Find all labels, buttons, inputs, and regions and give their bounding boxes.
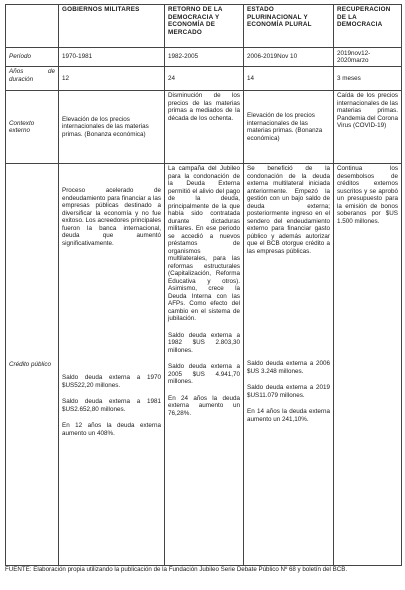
- contexto-externo-row: [6, 91, 402, 164]
- credito-retorno-aumento: En 24 años la deuda externa aumento un 76,28%.: [168, 394, 240, 417]
- credito-recuperacion-democracia: [334, 164, 402, 566]
- anos-gobiernos-militares: 12: [59, 67, 165, 91]
- credito-retorno-descripcion: La campaña del Jubileo para la condonación de la Deuda Externa permitió el alivio del pago de la deuda, principalmente de la que había sido contratada durante dictaduras militares. En ese periodo se accedió a nuevos préstamos de organismos multilaterales, para las reformas estructurales (Capitalización, Reforma Educativa y otros). Asimismo, crece la Deuda Interna con las AFPs. Como efecto del cambio en el sistema de jubilación.: [168, 165, 240, 322]
- anos-recuperacion-democracia: 3 meses: [334, 67, 402, 91]
- credito-plurinacional-aumento: En 14 años la deuda externa aumento un 241,10%.: [247, 408, 330, 423]
- header-empty: [6, 5, 59, 48]
- anos-retorno-democracia: 24: [165, 67, 244, 91]
- contexto-retorno-democracia: Disminución de los precios de las materias primas a mediados de la década de los ochenta.: [165, 91, 244, 164]
- credito-gobiernos-militares: [59, 164, 165, 566]
- anos-duracion-label: Años de duración: [6, 67, 59, 91]
- header-row: [6, 5, 402, 48]
- credito-retorno-saldo-1982: Saldo deuda externa a 1982 $US 2.803,30 millones.: [168, 331, 240, 354]
- periodo-estado-plurinacional: 2006-2019Nov 10: [244, 48, 334, 67]
- credito-publico-label: Crédito público: [6, 164, 59, 566]
- periodo-label: Período: [6, 48, 59, 67]
- contexto-estado-plurinacional: Elevación de los precios internacionales de las materias primas. (Bonanza económica): [244, 91, 334, 164]
- comparison-table: [5, 4, 402, 566]
- credito-plurinacional-saldo-2019: Saldo deuda externa a 2019 $US11.079 millones.: [247, 384, 330, 399]
- credito-plurinacional-descripcion: Se benefició de la condonación de la deuda externa multilateral iniciada anteriormente. Empezó la gestión con un bajo saldo de deuda externa; posteriormente ingreso en el sendero del endeudamiento externo para financiar gasto público y además autorizar que el BCB otorgue crédito a las empresas públicas.: [247, 165, 330, 255]
- periodo-gobiernos-militares: 1970-1981: [59, 48, 165, 67]
- anos-duracion-row: [6, 67, 402, 91]
- credito-militares-saldo-1981: Saldo deuda externa a 1981 $US2.652,80 millones.: [62, 398, 161, 413]
- credito-estado-plurinacional: [244, 164, 334, 566]
- contexto-recuperacion-democracia: Caída de los precios internacionales de las materias primas. Pandemia del Corona Virus (COVID-19): [334, 91, 402, 164]
- credito-publico-row: [6, 164, 402, 566]
- periodo-retorno-democracia: 1982-2005: [165, 48, 244, 67]
- contexto-gobiernos-militares: Elevación de los precios internacionales de las materias primas. (Bonanza económica): [59, 91, 165, 164]
- credito-militares-aumento: En 12 años la deuda externa aumento un 408%.: [62, 422, 161, 437]
- anos-estado-plurinacional: 14: [244, 67, 334, 91]
- credito-plurinacional-saldo-2006: Saldo deuda externa a 2006 $US 3.248 millones.: [247, 360, 330, 375]
- header-estado-plurinacional: ESTADO PLURINACIONAL Y ECONOMÍA PLURAL: [244, 5, 334, 48]
- credito-militares-saldo-1970: Saldo deuda externa a 1970 $US522,20 millones.: [62, 374, 161, 389]
- periodo-row: [6, 48, 402, 67]
- header-retorno-democracia: RETORNO DE LA DEMOCRACIA Y ECONOMÍA DE MERCADO: [165, 5, 244, 48]
- credito-militares-descripcion: Proceso acelerado de endeudamiento para financiar a las empresas públicas destinado a diversificar la economía y no fue exitoso. Los acreedores principales fueron la banca internacional, deuda que aumentó significativamente.: [62, 187, 161, 247]
- header-gobiernos-militares: GOBIERNOS MILITARES: [59, 5, 165, 48]
- credito-retorno-saldo-2005: Saldo deuda externa a 2005 $US 4.941,70 millones.: [168, 363, 240, 385]
- contexto-externo-label: Contexto externo: [6, 91, 59, 164]
- source-note: FUENTE: Elaboración propia utilizando la publicación de la Fundación Jubileo Serie Debate Público Nº 68 y boletín del BCB.: [5, 566, 348, 573]
- credito-retorno-democracia: [165, 164, 244, 566]
- periodo-recuperacion-democracia: 2019nov12-2020marzo: [334, 48, 402, 67]
- header-recuperacion-democracia: RECUPERACION DE LA DEMOCRACIA: [334, 5, 402, 48]
- credito-recuperacion-descripcion: Continua los desembolsos de créditos externos suscritos y se aprobó un presupuesto para la emisión de bonos soberanos por $US 1.500 millones.: [337, 165, 398, 225]
